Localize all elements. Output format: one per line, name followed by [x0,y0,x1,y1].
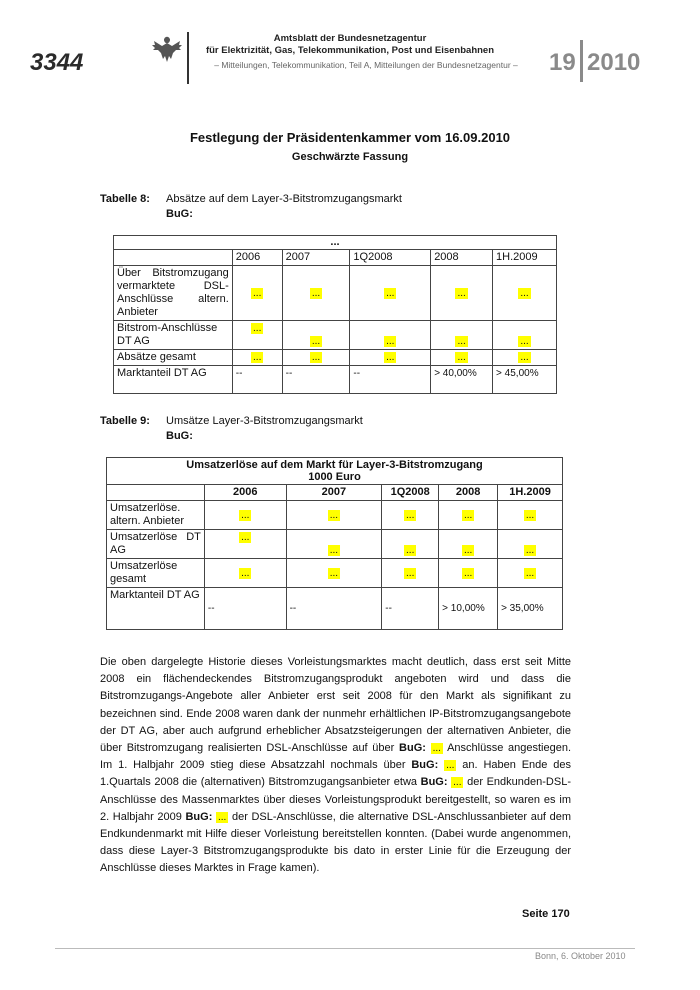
table9-col: 2006 [204,485,286,501]
issue-year: 2010 [587,49,641,76]
table-row [107,501,563,530]
redacted-value: ... [329,567,339,579]
table8-col: 1Q2008 [350,250,431,266]
bug-label: BuG: [411,759,439,772]
redacted-value: ... [525,509,535,521]
table-row [107,559,563,588]
redacted-value: ... [457,352,466,363]
row-label: Umsatzerlöse. altern. Anbieter [107,501,205,530]
table8-label: Tabelle 8: [100,193,150,205]
federal-eagle-icon [150,32,184,66]
table9-heading [107,458,563,485]
issue-number: 19 [549,49,576,76]
table-row [114,321,557,350]
row-label: Marktanteil DT AG [114,366,233,394]
table8-corner [114,250,233,266]
redacted-value: ... [386,287,395,299]
redacted-value: ... [457,336,466,347]
table9-col: 1Q2008 [382,485,439,501]
table8-col: 1H.2009 [493,250,557,266]
body-text-part: an. Haben Ende des 1.Quartals 2008 die (alternativen) Bitstromzugangsanbieter etwa [100,759,571,789]
cell-value: > 35,00% [498,588,563,630]
cell-value: -- [282,366,350,394]
table9-heading-line1: Umsatzerlöse auf dem Markt für Layer-3-Bitstromzugang [186,459,483,471]
row-label: Über Bitstromzugang vermarktete DSL-Anschlüsse altern. Anbieter [114,266,233,321]
body-text-part: der Endkunden-DSL-Anschlüsse des Massenmarktes über dieses Vorleistungsprodukt bereitgestellt, so waren es im 2. Halbjahr 2009 [100,776,571,823]
cell-value: > 40,00% [431,366,493,394]
redacted-value: ... [218,811,227,823]
bug-label: BuG: [420,776,448,789]
redacted-value: ... [463,567,473,579]
redacted-value: ... [446,760,455,772]
redacted-value: ... [406,567,415,579]
footer-divider [55,948,635,949]
redacted-value: ... [311,287,321,299]
cell-value: -- [350,366,431,394]
document-title: Festlegung der Präsidentenkammer vom 16.09.2010 [189,130,511,145]
table9-bug: BuG: [166,430,193,442]
redacted-value: ... [241,567,250,579]
table9-caption [100,414,363,444]
cell-value: -- [286,588,382,630]
redacted-value: ... [457,287,466,299]
page-label: Seite 170 [522,908,570,920]
row-label: Bitstrom-Anschlüsse DT AG [114,321,233,350]
body-text-part: der DSL-Anschlüsse, die alternative DSL-Anschlussanbieter auf dem Endkundenmarkt mit Hilfe dieser Vorleistung bereitstellen konnten. (Dabei wurde angenommen, dass diese Layer-3 Bitstromzugangsprodukte bis dato in erster Linie für die Erzeugung der Anschlüsse dieses Marktes in Frage kamen). [100,810,572,875]
gazette-title-line1: Amtsblatt der Bundesnetzagentur [273,33,427,44]
redacted-value: ... [463,509,473,521]
gazette-subtitle: – Mitteilungen, Telekommunikation, Teil A, Mitteilungen der Bundesnetzagentur – [214,60,518,70]
redacted-value: ... [520,287,529,299]
table9-header-row [107,485,563,501]
table-row [114,266,557,321]
row-label: Umsatzerlöse gesamt [107,559,205,588]
cell-value: > 45,00% [493,366,557,394]
body-text-part: Die oben dargelegte Historie dieses Vorleistungsmarktes macht deutlich, dass erst seit Mitte 2008 ein flächendeckendes Bitstromzugangsprodukt angeboten wird und dass die Bitstromzugangs-Angebote aller Anbieter erst seit 2008 für den Markt als signifikant zu bezeichnen sind. Ende 2008 waren dank der nunmehr erhältlichen IP-Bitstromzugangsangebote der DT AG, aber auch aufgrund erheblicher Absatzsteigerungen der alternativen Anbieter, die über Bitstromzugang realisierten DSL-Anschlüsse auf über [100,656,571,755]
table9-col: 1H.2009 [498,485,563,501]
table8 [113,235,557,394]
redacted-value: ... [406,509,415,521]
table9-caption-text: Umsätze Layer-3-Bitstromzugangsmarkt [166,415,363,427]
redacted-value: ... [241,509,250,521]
redacted-value: ... [386,336,395,347]
table-row [114,366,557,394]
cell-value: -- [382,588,439,630]
table9 [106,457,563,630]
table-row [114,350,557,366]
redacted-value: ... [525,567,535,579]
footer-date: Bonn, 6. Oktober 2010 [535,951,626,961]
table9-col: 2008 [439,485,498,501]
table8-col: 2006 [232,250,282,266]
cell-value: -- [232,366,282,394]
table8-header-row [114,250,557,266]
cell-value: -- [204,588,286,630]
body-paragraph [100,654,571,878]
page-number: 3344 [30,49,84,76]
row-label: Absätze gesamt [114,350,233,366]
redacted-value: ... [241,532,250,543]
issue-divider [580,40,583,82]
table8-caption [100,192,402,222]
redacted-value: ... [453,777,462,789]
row-label: Marktanteil DT AG [107,588,205,630]
redacted-value: ... [463,545,473,556]
redacted-value: ... [406,545,415,556]
bug-label: BuG: [185,810,213,823]
table9-col: 2007 [286,485,382,501]
table8-heading: ... [114,236,557,250]
cell-value: > 10,00% [439,588,498,630]
redacted-value: ... [253,352,262,363]
table8-caption-text: Absätze auf dem Layer-3-Bitstromzugangsmarkt [166,193,402,205]
redacted-value: ... [386,352,395,363]
redacted-value: ... [329,509,339,521]
body-text-part: Anschlüsse angestiegen. Im 1. Halbjahr 2009 stieg diese Absatzzahl nochmals über [100,742,572,772]
table-row [107,588,563,630]
redacted-value: ... [520,336,529,347]
table9-heading-line2: 1000 Euro [308,471,361,483]
table-row [107,530,563,559]
redacted-value: ... [432,743,441,755]
table8-bug: BuG: [166,208,193,220]
table8-col: 2008 [431,250,493,266]
table9-corner [107,485,205,501]
document-subtitle: Geschwärzte Fassung [291,151,409,163]
gazette-title [200,33,500,57]
redacted-value: ... [329,545,339,556]
redacted-value: ... [525,545,535,556]
redacted-value: ... [253,287,262,299]
table8-col: 2007 [282,250,350,266]
row-label: Umsatzerlöse DT AG [107,530,205,559]
table9-label: Tabelle 9: [100,415,150,427]
redacted-value: ... [311,352,321,363]
redacted-value: ... [253,323,262,334]
bug-label: BuG: [399,742,426,755]
redacted-value: ... [311,336,321,347]
redacted-value: ... [520,352,529,363]
gazette-title-line2: für Elektrizität, Gas, Telekommunikation, Post und Eisenbahnen [205,45,495,56]
header-divider [187,32,189,84]
